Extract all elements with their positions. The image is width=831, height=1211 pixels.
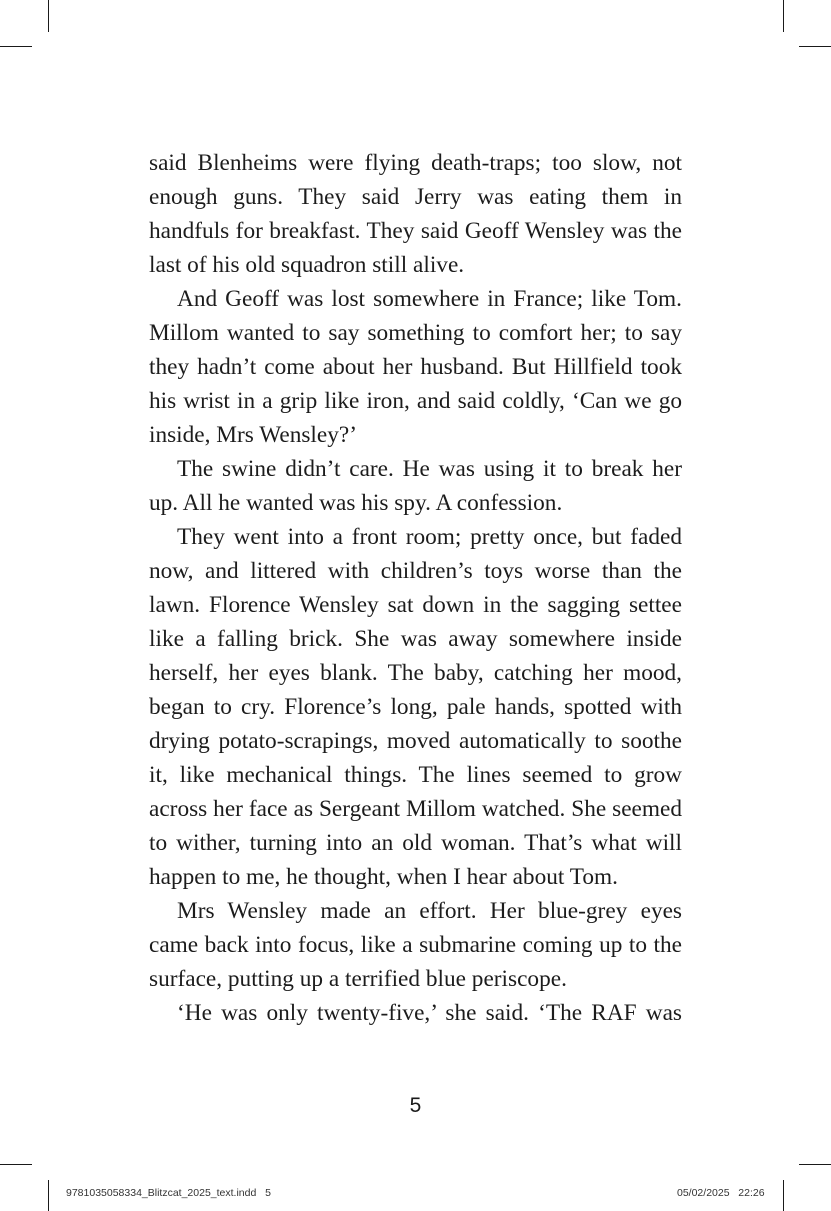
slug-timestamp: 05/02/2025 22:26 [677, 1187, 765, 1199]
paragraph: They went into a front room; pretty once, but faded now, and littered with children’s toys worse than the lawn. Florence Wensley sat down in the sagging settee like a falling brick. She was away somewhere inside herself, her eyes blank. The baby, catching her mood, began to cry. Florence’s long, pale hands, spotted with drying potato-scrapings, moved automatically to soothe it, like mechanical things. The lines seemed to grow across her face as Sergeant Millom watched. She seemed to wither, turning into an old woman. That’s what will happen to me, he thought, when I hear about Tom. [149, 524, 682, 890]
paragraph: ‘He was only twenty-five,’ she said. ‘The RAF was [177, 1000, 682, 1026]
crop-mark-top-right [799, 46, 831, 47]
crop-mark-bottom-right [783, 1180, 784, 1211]
crop-mark-top-left [0, 46, 32, 47]
paragraph: Mrs Wensley made an effort. Her blue-grey eyes came back into focus, like a submarine coming up to the surface, putting up a terrified blue periscope. [149, 898, 682, 992]
paragraph: And Geoff was lost somewhere in France; like Tom. Millom wanted to say something to comfort her; to say they hadn’t come about her husband. But Hillfield took his wrist in a grip like iron, and said coldly, ‘Can we go inside, Mrs Wensley?’ [149, 286, 682, 448]
page-number: 5 [409, 1094, 422, 1117]
body-text [149, 146, 682, 1030]
crop-mark-bottom-left [48, 1180, 49, 1211]
paragraph: said Blenheims were flying death-traps; too slow, not enough guns. They said Jerry was eating them in handfuls for breakfast. They said Geoff Wensley was the last of his old squadron still alive. [149, 150, 682, 278]
crop-mark-top-right [783, 0, 784, 32]
slug-filename: 9781035058334_Blitzcat_2025_text.indd 5 [66, 1187, 271, 1199]
crop-mark-bottom-right [799, 1164, 831, 1165]
crop-mark-bottom-left [0, 1164, 32, 1165]
crop-mark-top-left [48, 0, 49, 32]
paragraph: The swine didn’t care. He was using it to break her up. All he wanted was his spy. A confession. [149, 456, 682, 516]
